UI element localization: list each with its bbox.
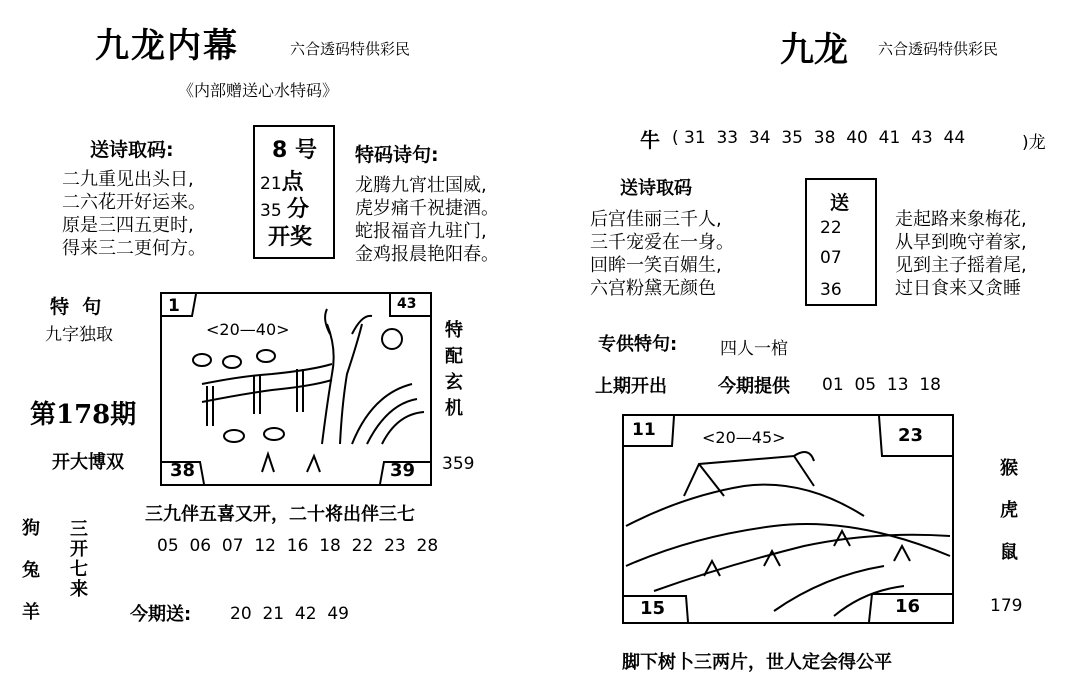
draw-minute-value: 35: [260, 201, 282, 221]
right-drawing-top-right: 23: [898, 425, 924, 446]
draw-hao: 号: [294, 138, 317, 163]
right-side-animals: [1000, 448, 1018, 574]
issue-number: 第178期: [30, 400, 137, 430]
left-subtitle: 六合透码特供彩民: [290, 40, 411, 58]
draw-fen: 分: [287, 197, 310, 222]
left-drawing-top-left: 1: [168, 296, 180, 316]
provide-label: 今期提供: [718, 376, 790, 397]
poem-line: 得来三二更何方。: [62, 238, 206, 259]
poem-line: 走起路来象梅花,: [895, 209, 1027, 230]
poem-line: 过日食来又贪睡: [895, 278, 1021, 299]
send-box-value: 36: [820, 280, 842, 300]
left-drawing-range: <20—40>: [206, 320, 290, 339]
provide-numbers: 01 05 13 18: [822, 375, 941, 395]
left-title: 九龙内幕: [95, 26, 239, 66]
animal-char: 鼠: [1000, 542, 1018, 563]
right-niu-numbers: ( 31 33 34 35 38 40 41 43 44: [672, 128, 966, 148]
special-value: 四人一棺: [720, 339, 788, 359]
animal-char: 猴: [1000, 458, 1018, 479]
right-drawing-bottom-right: 16: [895, 596, 921, 617]
poem-line: 三千宠爱在一身。: [590, 232, 734, 253]
poem-line: 见到主子摇着尾,: [895, 255, 1027, 276]
poem-line: 二九重见出头日,: [62, 169, 194, 190]
right-drawing-top-left: 11: [632, 420, 656, 440]
draw-number-value: 8: [272, 138, 288, 163]
left-poem: [62, 168, 206, 260]
send-box-value: 22: [820, 218, 842, 238]
right-drawing-range: <20—45>: [702, 428, 786, 447]
right-sketch-illustration: [624, 416, 952, 622]
left-sketch-illustration: [162, 294, 430, 484]
animal-char: 羊: [22, 602, 40, 623]
special-poem: [355, 174, 499, 266]
animal-char: 虎: [1000, 500, 1018, 521]
right-side-number: 179: [990, 596, 1023, 616]
left-side-chars: [445, 318, 463, 422]
side-char: 特: [445, 320, 463, 341]
right-long: )龙: [1022, 133, 1046, 153]
poem-line: 蛇报福音九驻门,: [355, 221, 487, 242]
special-phrase-line: 九字独取: [45, 325, 113, 345]
today-numbers: 20 21 42 49: [230, 604, 349, 624]
side-char: 配: [445, 346, 463, 367]
draw-minute: [260, 192, 309, 223]
poem-line: 原是三四五更时,: [62, 215, 194, 236]
send-box-label: 送: [830, 192, 850, 214]
poem-line: 后宫佳丽三千人,: [590, 209, 722, 230]
sankai-char: 七: [70, 559, 88, 580]
animal-char: 狗: [22, 518, 40, 539]
right-poem-heading: 送诗取码: [620, 178, 692, 199]
left-poem-heading: 送诗取码:: [90, 139, 174, 161]
poem-line: 六宫粉黛无颜色: [590, 278, 716, 299]
right-title: 九龙: [780, 30, 848, 70]
right-poem-2: [895, 208, 1027, 300]
left-gift-line: 《内部赠送心水特码》: [178, 81, 339, 100]
left-verse: 三九伴五喜又开，二十将出伴三七: [145, 504, 415, 525]
left-side-number: 359: [442, 454, 475, 474]
poem-line: 从早到晚守着家,: [895, 232, 1027, 253]
left-animals: [22, 508, 40, 634]
special-label: 专供特句:: [598, 334, 678, 355]
right-poem: [590, 208, 734, 300]
send-box-value: 07: [820, 248, 842, 268]
draw-dian: 点: [281, 170, 304, 195]
right-footer: 脚下树卜三两片，世人定会得公平: [622, 652, 892, 673]
left-numbers: 05 06 07 12 16 18 22 23 28: [157, 536, 439, 556]
poem-line: 二六花开好运来。: [62, 192, 206, 213]
left-drawing-bottom-right: 39: [390, 460, 416, 481]
kai-da-bo-shuang: 开大博双: [52, 452, 124, 473]
left-sankai: [70, 520, 88, 600]
special-phrase-heading: 特 句: [50, 296, 102, 318]
side-char: 玄: [445, 372, 463, 393]
special-poem-heading: 特码诗句:: [355, 144, 439, 166]
last-label: 上期开出: [595, 376, 667, 397]
draw-number: [272, 133, 317, 164]
poem-line: 龙腾九宵壮国威,: [355, 175, 487, 196]
poem-line: 回眸一笑百媚生,: [590, 255, 722, 276]
today-label: 今期送:: [130, 604, 192, 625]
draw-hour-value: 21: [260, 174, 282, 194]
right-niu: 牛: [640, 128, 660, 152]
poem-line: 虎岁痛千祝捷酒。: [355, 198, 499, 219]
draw-open: 开奖: [268, 225, 313, 250]
right-subtitle: 六合透码特供彩民: [878, 40, 999, 58]
animal-char: 兔: [22, 560, 40, 581]
left-drawing-bottom-left: 38: [170, 460, 196, 481]
sankai-char: 来: [70, 579, 88, 600]
poem-line: 金鸡报晨艳阳春。: [355, 244, 499, 265]
left-drawing-top-right: 43: [397, 296, 417, 312]
side-char: 机: [445, 398, 463, 419]
right-drawing-bottom-left: 15: [640, 598, 666, 619]
sankai-char: 开: [70, 539, 88, 560]
sankai-char: 三: [70, 519, 88, 540]
